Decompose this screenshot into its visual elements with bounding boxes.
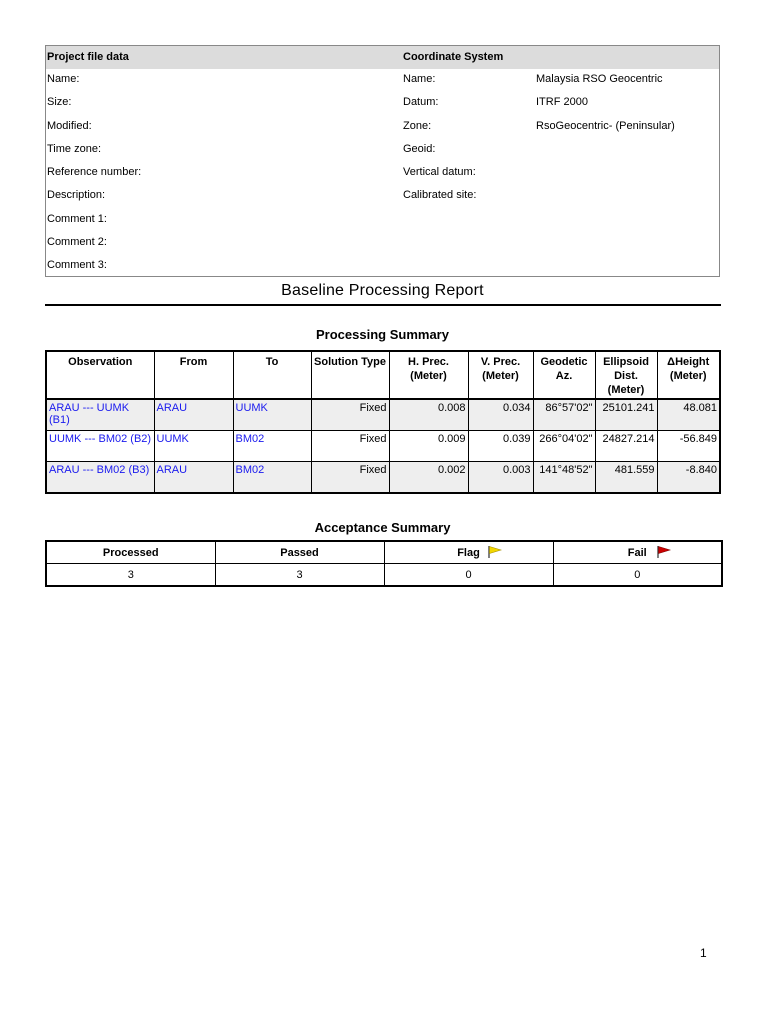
panel-header-bar [46, 46, 719, 69]
h-prec: 0.009 [389, 431, 468, 462]
project-label-name: Name: [47, 73, 80, 85]
flag-label: Flag [457, 546, 480, 559]
project-label-description: Description: [47, 189, 106, 201]
col-header-v-prec: V. Prec. (Meter) [468, 351, 533, 399]
col-header-fail [553, 541, 722, 564]
acceptance-summary-title: Acceptance Summary [314, 520, 451, 535]
col-header-delta-height: ΔHeight (Meter) [657, 351, 720, 399]
processing-summary-table [45, 350, 721, 494]
col-header-processed: Processed [46, 541, 215, 564]
col-header-flag [384, 541, 553, 564]
col-header-h-prec: H. Prec. (Meter) [389, 351, 468, 399]
project-label-modified: Modified: [47, 120, 92, 132]
ellipsoid-dist: 24827.214 [595, 431, 657, 462]
project-label-comment1: Comment 1: [47, 213, 107, 225]
observation-link[interactable]: ARAU --- BM02 (B3) [46, 462, 154, 494]
coord-value-name: Malaysia RSO Geocentric [536, 73, 663, 85]
page-number: 1 [700, 946, 707, 960]
report-title: Baseline Processing Report [281, 282, 484, 299]
delta-height: -56.849 [657, 431, 720, 462]
processing-summary-title: Processing Summary [316, 327, 449, 342]
table-row [46, 564, 722, 587]
acceptance-summary-table [45, 540, 723, 587]
project-label-reference: Reference number: [47, 166, 142, 178]
table-row [46, 431, 720, 462]
v-prec: 0.034 [468, 399, 533, 431]
coord-label-zone: Zone: [403, 120, 432, 132]
flag-count: 0 [384, 564, 553, 587]
title-divider [45, 304, 721, 306]
coordinate-heading: Coordinate System [403, 51, 504, 63]
v-prec: 0.039 [468, 431, 533, 462]
from-station-link[interactable]: ARAU [154, 462, 233, 494]
geodetic-az: 86°57'02" [533, 399, 595, 431]
table-header-row [46, 541, 722, 564]
project-label-size: Size: [47, 96, 72, 108]
yellow-flag-icon [487, 545, 503, 559]
coord-label-name: Name: [403, 73, 436, 85]
to-station-link[interactable]: BM02 [233, 462, 311, 494]
col-header-ellipsoid-dist: Ellipsoid Dist. (Meter) [595, 351, 657, 399]
col-header-solution-type: Solution Type [311, 351, 389, 399]
coord-label-calibrated-site: Calibrated site: [403, 189, 477, 201]
col-header-passed: Passed [215, 541, 384, 564]
coord-label-geoid: Geoid: [403, 143, 436, 155]
to-station-link[interactable]: UUMK [233, 399, 311, 431]
table-row [46, 462, 720, 494]
col-header-geodetic-az: Geodetic Az. [533, 351, 595, 399]
col-header-observation: Observation [46, 351, 154, 399]
observation-link[interactable]: UUMK --- BM02 (B2) [46, 431, 154, 462]
delta-height: -8.840 [657, 462, 720, 494]
coord-label-vertical-datum: Vertical datum: [403, 166, 476, 178]
h-prec: 0.008 [389, 399, 468, 431]
red-flag-icon [656, 545, 672, 559]
observation-link[interactable]: ARAU --- UUMK (B1) [46, 399, 154, 431]
v-prec: 0.003 [468, 462, 533, 494]
ellipsoid-dist: 25101.241 [595, 399, 657, 431]
fail-count: 0 [553, 564, 722, 587]
processed-count: 3 [46, 564, 215, 587]
h-prec: 0.002 [389, 462, 468, 494]
solution-type: Fixed [311, 431, 389, 462]
coord-label-datum: Datum: [403, 96, 439, 108]
from-station-link[interactable]: ARAU [154, 399, 233, 431]
col-header-to: To [233, 351, 311, 399]
table-header-row [46, 351, 720, 399]
table-row [46, 399, 720, 431]
geodetic-az: 266°04'02" [533, 431, 595, 462]
project-label-timezone: Time zone: [47, 143, 102, 155]
solution-type: Fixed [311, 399, 389, 431]
coord-value-zone: RsoGeocentric- (Peninsular) [536, 120, 675, 132]
project-label-comment3: Comment 3: [47, 259, 107, 271]
from-station-link[interactable]: UUMK [154, 431, 233, 462]
project-info-panel [45, 45, 720, 277]
passed-count: 3 [215, 564, 384, 587]
delta-height: 48.081 [657, 399, 720, 431]
project-label-comment2: Comment 2: [47, 236, 107, 248]
solution-type: Fixed [311, 462, 389, 494]
project-heading: Project file data [47, 51, 129, 63]
col-header-from: From [154, 351, 233, 399]
coord-value-datum: ITRF 2000 [536, 96, 588, 108]
geodetic-az: 141°48'52" [533, 462, 595, 494]
ellipsoid-dist: 481.559 [595, 462, 657, 494]
to-station-link[interactable]: BM02 [233, 431, 311, 462]
fail-label: Fail [627, 546, 647, 559]
